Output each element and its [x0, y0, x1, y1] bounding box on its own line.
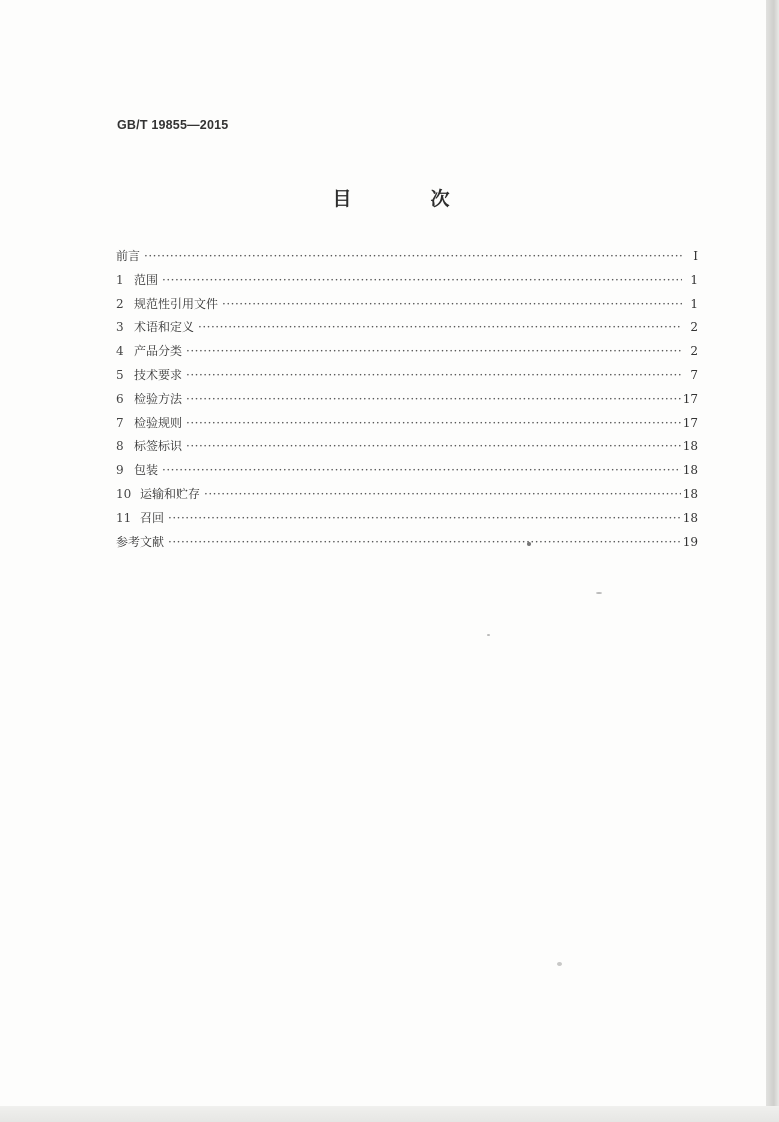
- toc-entry-labeling[interactable]: [116, 436, 698, 460]
- toc-entry-page: 18: [682, 510, 698, 525]
- toc-entry-page: 2: [690, 320, 698, 335]
- toc-leader-dots: [162, 270, 682, 290]
- toc-leader-dots: [186, 365, 682, 385]
- toc-entry-label: 检验规则: [134, 415, 183, 430]
- toc-entry-number: 3: [116, 320, 124, 335]
- toc-entry-label: 技术要求: [134, 367, 183, 382]
- toc-entry-number: 11: [116, 510, 132, 525]
- toc-entry-label: 包装: [134, 463, 159, 478]
- toc-entry-label: 产品分类: [134, 344, 183, 359]
- scan-edge-bottom: [0, 1106, 779, 1122]
- toc-entry-number: 8: [116, 439, 124, 454]
- toc-entry-label: 运输和贮存: [140, 486, 201, 501]
- toc-entry-number: 9: [116, 463, 124, 478]
- toc-leader-dots: [162, 460, 681, 480]
- toc-entry-label: 范围: [134, 272, 159, 287]
- toc-leader-dots: [186, 413, 681, 433]
- table-of-contents: [116, 246, 698, 555]
- toc-entry-number: 5: [116, 367, 124, 382]
- toc-entry-page: 17: [682, 415, 698, 430]
- toc-entry-page: 1: [690, 272, 698, 287]
- toc-entry-page: Ⅰ: [693, 249, 698, 263]
- toc-leader-dots: [144, 246, 682, 266]
- scan-speck: [487, 634, 490, 636]
- scan-speck: [557, 962, 562, 966]
- toc-entry-label: 术语和定义: [134, 320, 195, 335]
- toc-entry-number: 7: [116, 415, 124, 430]
- toc-entry-page: 1: [690, 296, 698, 311]
- toc-entry-inspection-rules[interactable]: [116, 413, 698, 437]
- toc-entry-label: 规范性引用文件: [134, 296, 219, 311]
- toc-entry-number: 6: [116, 391, 124, 406]
- toc-entry-number: 10: [116, 486, 132, 501]
- toc-entry-number: 2: [116, 296, 124, 311]
- toc-entry-test-methods[interactable]: [116, 389, 698, 413]
- toc-leader-dots: [186, 436, 681, 456]
- toc-leader-dots: [222, 294, 682, 314]
- toc-title: 目 次: [332, 188, 480, 210]
- toc-leader-dots: [168, 532, 681, 552]
- toc-entry-page: 18: [682, 463, 698, 478]
- toc-leader-dots: [198, 317, 682, 337]
- toc-leader-dots: [186, 389, 681, 409]
- toc-entry-label: 检验方法: [134, 391, 183, 406]
- toc-leader-dots: [186, 341, 682, 361]
- toc-entry-technical-requirements[interactable]: [116, 365, 698, 389]
- toc-entry-page: 17: [682, 391, 698, 406]
- toc-entry-terms-definitions[interactable]: [116, 317, 698, 341]
- toc-entry-page: 7: [690, 367, 698, 382]
- toc-entry-label: 标签标识: [134, 439, 183, 454]
- toc-entry-label: 前言: [116, 249, 141, 263]
- toc-entry-page: 18: [682, 486, 698, 501]
- toc-leader-dots: [168, 508, 681, 528]
- toc-entry-label: 参考文献: [116, 534, 165, 549]
- toc-entry-transport-storage[interactable]: [116, 484, 698, 508]
- toc-entry-number: 4: [116, 344, 124, 359]
- scan-edge-right: [766, 0, 779, 1122]
- toc-entry-number: 1: [116, 272, 124, 287]
- toc-entry-bibliography[interactable]: [116, 532, 698, 556]
- toc-entry-normative-references[interactable]: [116, 294, 698, 318]
- scan-speck: [596, 592, 602, 594]
- toc-entry-recall[interactable]: [116, 508, 698, 532]
- toc-entry-label: 召回: [140, 510, 165, 525]
- standard-number: GB/T 19855—2015: [117, 118, 229, 132]
- toc-entry-product-classification[interactable]: [116, 341, 698, 365]
- toc-entry-packaging[interactable]: [116, 460, 698, 484]
- toc-entry-scope[interactable]: [116, 270, 698, 294]
- toc-entry-foreword[interactable]: [116, 246, 698, 270]
- toc-entry-page: 18: [682, 439, 698, 454]
- scan-speck: [527, 542, 531, 546]
- toc-leader-dots: [204, 484, 681, 504]
- toc-entry-page: 19: [682, 534, 698, 549]
- toc-entry-page: 2: [690, 344, 698, 359]
